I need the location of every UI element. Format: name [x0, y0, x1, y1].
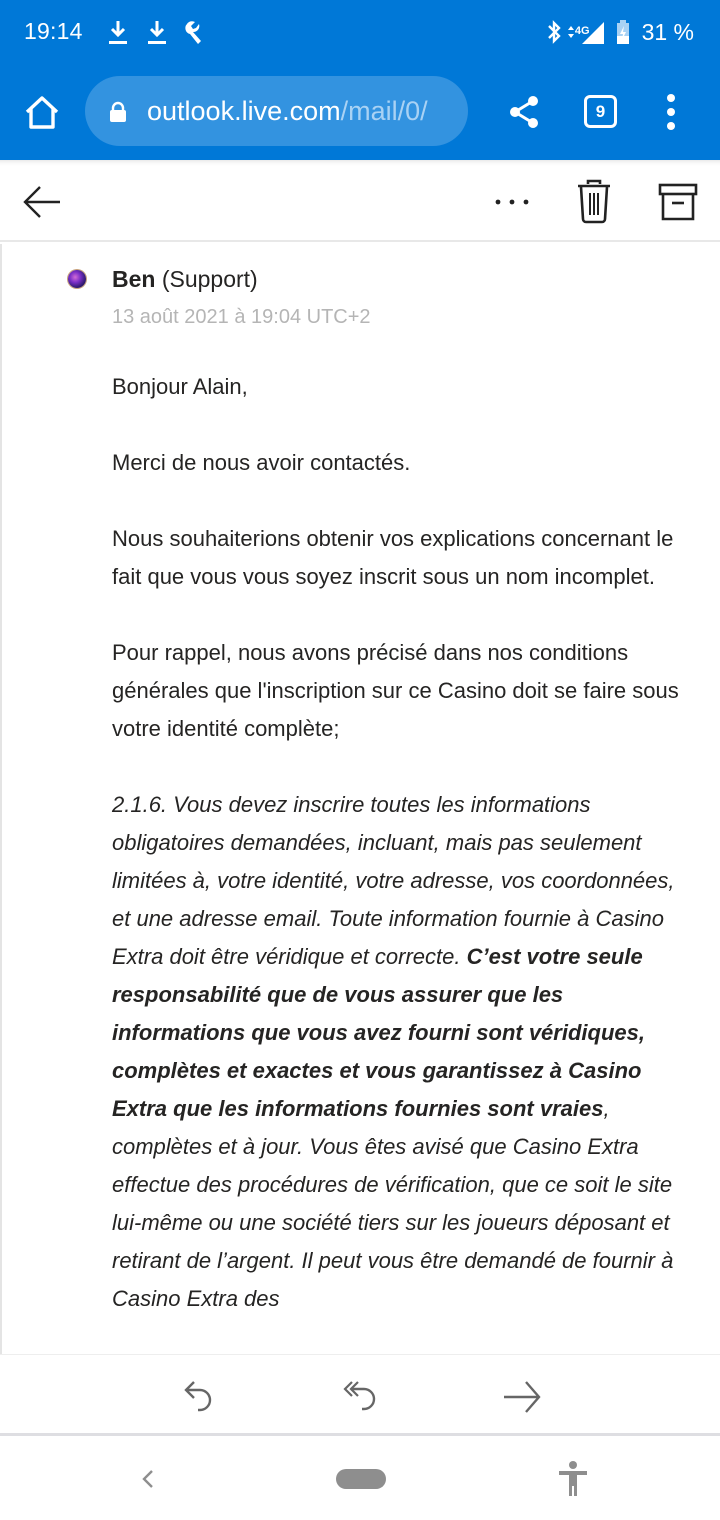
- back-arrow-icon[interactable]: [20, 182, 64, 222]
- signal-icon: [582, 20, 604, 44]
- mail-toolbar: [0, 160, 720, 242]
- battery-level: 31 %: [641, 18, 694, 45]
- nav-back-icon[interactable]: [138, 1464, 158, 1494]
- browser-chrome: [0, 0, 720, 160]
- status-right-group: [546, 18, 694, 46]
- url-path: /mail/0/: [340, 96, 428, 126]
- delete-icon[interactable]: [574, 178, 614, 226]
- status-bar: [0, 0, 720, 64]
- network-4g-icon: 4G: [568, 25, 590, 39]
- url-bar[interactable]: [85, 76, 468, 146]
- forward-icon[interactable]: [502, 1377, 542, 1417]
- paragraph: Nous souhaiterions obtenir vos explications concernant le fait que vous vous soyez inscrit sous un nom incomplet.: [112, 526, 674, 589]
- archive-icon[interactable]: [656, 182, 700, 222]
- home-button[interactable]: [20, 90, 64, 134]
- bluetooth-icon: [546, 19, 562, 45]
- download-icon: [145, 18, 169, 46]
- download-icon: [106, 18, 130, 46]
- quote-intro: 2.1.6. Vous devez inscrire toutes les informations obligatoires demandées, incluant, mais pas seulement limitées à, votre identité, votre adresse, vos coordonnées, et une adresse email. Toute information fournie à Casino Extra doit être véridique et correcte.: [112, 792, 675, 969]
- paragraph: Merci de nous avoir contactés.: [112, 450, 411, 475]
- reply-icon[interactable]: [182, 1379, 218, 1419]
- nav-home-pill[interactable]: [336, 1469, 386, 1489]
- system-nav-bar: [0, 1436, 720, 1520]
- browser-toolbar: [0, 74, 720, 148]
- lock-icon: [109, 101, 127, 123]
- tab-switcher-button[interactable]: 9: [584, 95, 617, 128]
- message-body: [112, 368, 692, 1318]
- avatar[interactable]: [68, 270, 86, 288]
- sender-name: Ben: [112, 266, 156, 292]
- accessibility-icon[interactable]: [556, 1460, 590, 1498]
- share-button[interactable]: [505, 92, 545, 132]
- greeting: Bonjour Alain,: [112, 374, 248, 399]
- sender[interactable]: [112, 266, 258, 293]
- message-action-bar: [0, 1354, 720, 1436]
- paragraph: Pour rappel, nous avons précisé dans nos conditions générales que l'inscription sur ce Casino doit se faire sous votre identité complète;: [112, 640, 679, 741]
- sent-date: 13 août 2021 à 19:04 UTC+2: [112, 306, 371, 328]
- battery-charging-icon: [616, 19, 630, 45]
- wrench-icon: [183, 18, 209, 46]
- quoted-terms: [112, 786, 692, 1318]
- sender-suffix: (Support): [155, 266, 258, 292]
- url-text: [147, 96, 428, 127]
- quote-bold: C’est votre seule responsabilité que de vous assurer que les informations que vous avez fourni sont véridiques, complètes et exactes et vous garantissez à Casino Extra que les informations fournies sont vraies: [112, 944, 645, 1121]
- more-icon[interactable]: [490, 188, 534, 216]
- url-host: outlook.live.com: [147, 96, 341, 126]
- browser-menu-button[interactable]: [660, 92, 682, 132]
- quote-rest: , complètes et à jour. Vous êtes avisé que Casino Extra effectue des procédures de vérification, que ce soit le site lui-même ou une société tiers sur les joueurs déposant et retirant de l’argent. Il peut vous être demandé de fournir à Casino Extra des: [112, 1096, 674, 1311]
- message-reading-pane: [0, 244, 720, 1354]
- status-time: 19:14: [24, 18, 83, 44]
- reply-all-icon[interactable]: [342, 1379, 382, 1419]
